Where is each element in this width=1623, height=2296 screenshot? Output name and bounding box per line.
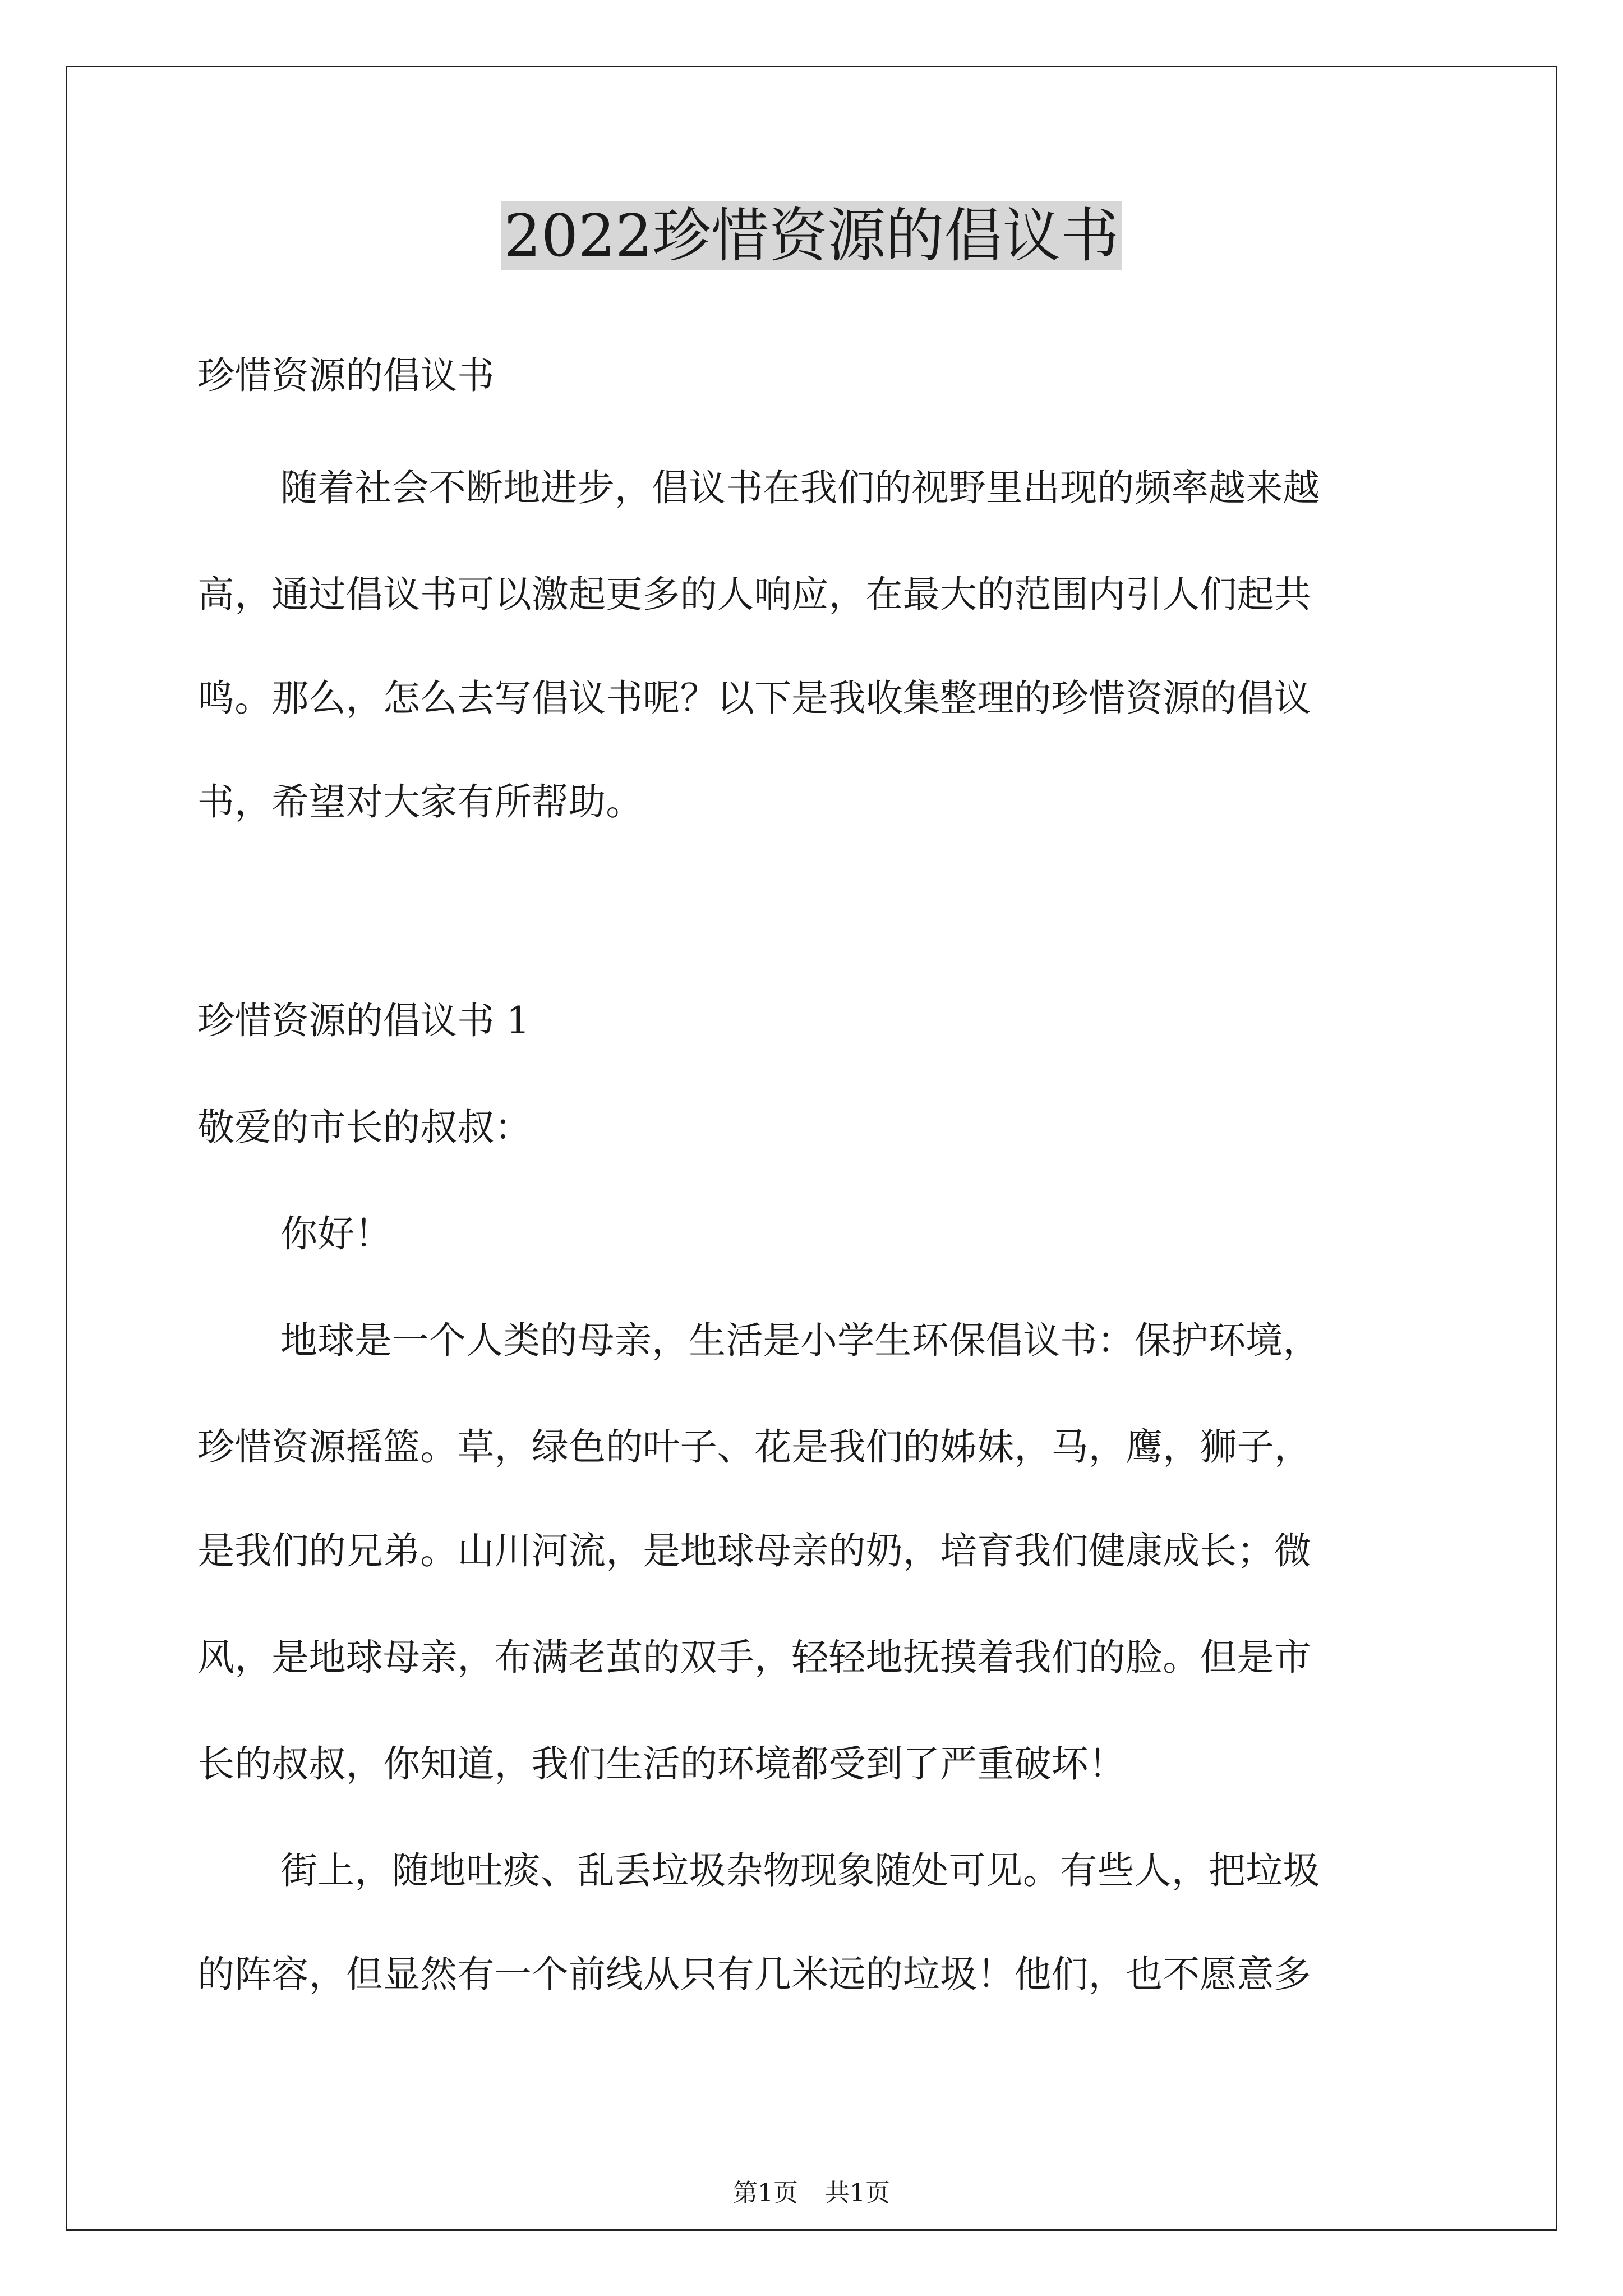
paragraph-line: 长的叔叔，你知道，我们生活的环境都受到了严重破坏！ xyxy=(197,1742,1126,1786)
paragraph-line: 的阵容，但显然有一个前线从只有几米远的垃圾！他们，也不愿意多 xyxy=(197,1953,1311,1996)
page-total: 共1页 xyxy=(825,2179,890,2207)
salutation: 敬爱的市长的叔叔： xyxy=(197,1106,532,1149)
paragraph-line: 风，是地球母亲，布满老茧的双手，轻轻地抚摸着我们的脸。但是市 xyxy=(197,1636,1311,1679)
intro-line: 高，通过倡议书可以激起更多的人响应，在最大的范围内引人们起共 xyxy=(197,573,1311,616)
subtitle: 珍惜资源的倡议书 xyxy=(197,354,495,397)
paragraph-line: 地球是一个人类的母亲，生活是小学生环保倡议书：保护环境， xyxy=(280,1319,1320,1362)
paragraph-line: 是我们的兄弟。山川河流，是地球母亲的奶，培育我们健康成长；微 xyxy=(197,1529,1311,1572)
page-footer xyxy=(0,2177,1623,2210)
intro-line: 书，希望对大家有所帮助。 xyxy=(197,780,643,823)
document-title-text: 2022珍惜资源的倡议书 xyxy=(501,201,1123,270)
section-heading: 珍惜资源的倡议书 1 xyxy=(197,999,530,1042)
page-number: 第1页 xyxy=(733,2179,798,2207)
greeting: 你好！ xyxy=(280,1212,392,1255)
paragraph-line: 街上，随地吐痰、乱丢垃圾杂物现象随处可见。有些人，把垃圾 xyxy=(280,1849,1320,1892)
intro-line: 随着社会不断地进步，倡议书在我们的视野里出现的频率越来越 xyxy=(280,466,1320,509)
document-title xyxy=(0,194,1623,278)
intro-line: 鸣。那么，怎么去写倡议书呢？以下是我收集整理的珍惜资源的倡议 xyxy=(197,677,1311,720)
paragraph-line: 珍惜资源摇篮。草，绿色的叶子、花是我们的姊妹，马，鹰，狮子， xyxy=(197,1425,1311,1469)
